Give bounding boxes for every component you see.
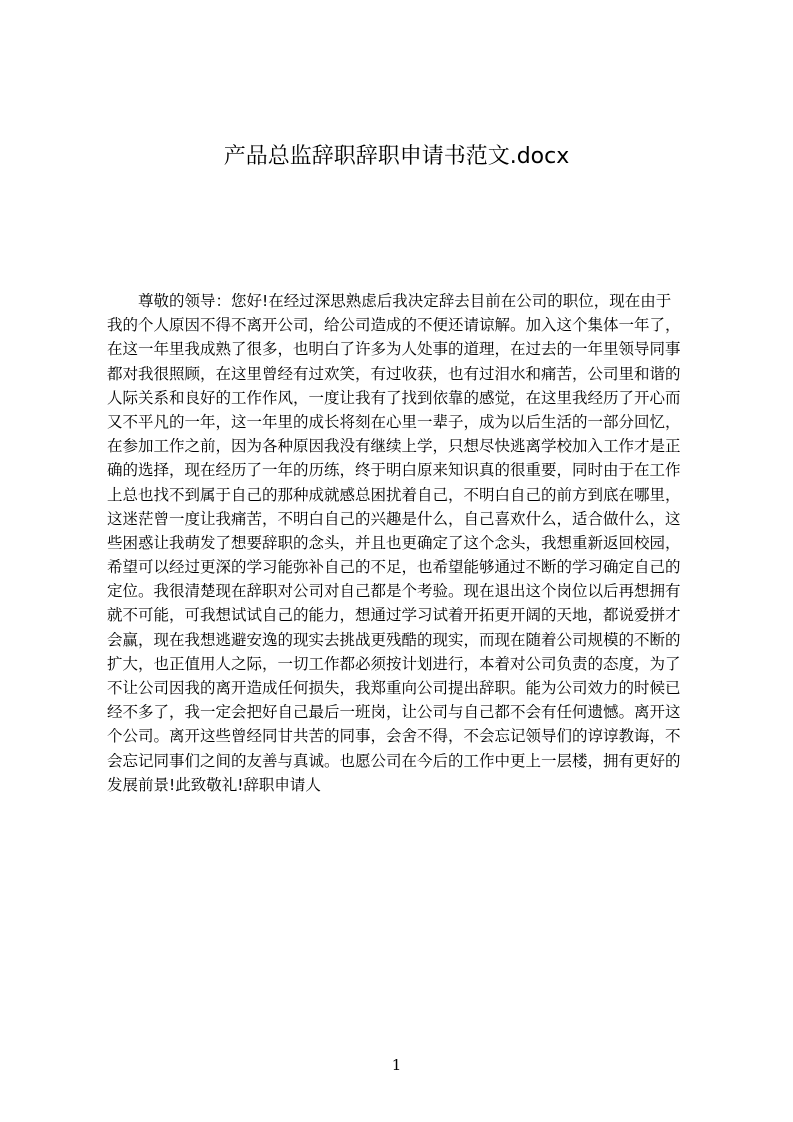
body-line-20: 会忘记同事们之间的友善与真诚。也愿公司在今后的工作中更上一层楼，拥有更好的 [107, 751, 681, 770]
body-line-11: 些困惑让我萌发了想要辞职的念头，并且也更确定了这个念头，我想重新返回校园， [107, 533, 681, 552]
body-line-1: 尊敬的领导：您好!在经过深思熟虑后我决定辞去目前在公司的职位，现在由于 [107, 292, 672, 310]
body-line-5: 人际关系和良好的工作作风，一度让我有了找到依靠的感觉，在这里我经历了开心而 [107, 388, 681, 407]
body-line-21: 发展前景!此致敬礼!辞职申请人 [107, 775, 321, 794]
body-line-17: 不让公司因我的离开造成任何损失，我郑重向公司提出辞职。能为公司效力的时候已 [107, 679, 681, 697]
body-line-12: 希望可以经过更深的学习能弥补自己的不足，也希望能够通过不断的学习确定自己的 [107, 558, 681, 577]
body-line-15: 会赢，现在我想逃避安逸的现实去挑战更残酷的现实，而现在随着公司规模的不断的 [107, 630, 681, 649]
body-line-2: 我的个人原因不得不离开公司，给公司造成的不便还请谅解。加入这个集体一年了， [107, 316, 681, 335]
body-line-16: 扩大，也正值用人之际，一切工作都必须按计划进行，本着对公司负责的态度，为了 [107, 654, 681, 673]
body-line-9: 上总也找不到属于自己的那种成就感总困扰着自己，不明白自己的前方到底在哪里， [107, 485, 681, 504]
body-line-19: 个公司。离开这些曾经同甘共苦的同事，会舍不得，不会忘记领导们的谆谆教诲，不 [107, 727, 681, 746]
page-number: 1 [391, 1056, 402, 1074]
body-line-6: 又不平凡的一年，这一年里的成长将刻在心里一辈子，成为以后生活的一部分回忆， [107, 412, 681, 431]
body-line-7: 在参加工作之前，因为各种原因我没有继续上学，只想尽快逃离学校加入工作才是正 [107, 437, 681, 456]
resignation-letter-body [107, 289, 707, 797]
body-line-10: 这迷茫曾一度让我痛苦，不明白自己的兴趣是什么，自己喜欢什么，适合做什么，这 [107, 509, 681, 528]
document-title: 产品总监辞职辞职申请书范文.docx [223, 144, 570, 169]
body-line-3: 在这一年里我成熟了很多，也明白了许多为人处事的道理，在过去的一年里领导同事 [107, 340, 681, 359]
body-line-4: 都对我很照顾，在这里曾经有过欢笑，有过收获，也有过泪水和痛苦，公司里和谐的 [107, 364, 681, 383]
body-line-14: 就不可能，可我想试试自己的能力，想通过学习试着开拓更开阔的天地，都说爱拼才 [107, 606, 681, 625]
body-line-18: 经不多了，我一定会把好自己最后一班岗，让公司与自己都不会有任何遗憾。离开这 [107, 703, 681, 722]
body-line-13: 定位。我很清楚现在辞职对公司对自己都是个考验。现在退出这个岗位以后再想拥有 [107, 582, 681, 601]
body-line-8: 确的选择，现在经历了一年的历练，终于明白原来知识真的很重要，同时由于在工作 [107, 461, 681, 480]
